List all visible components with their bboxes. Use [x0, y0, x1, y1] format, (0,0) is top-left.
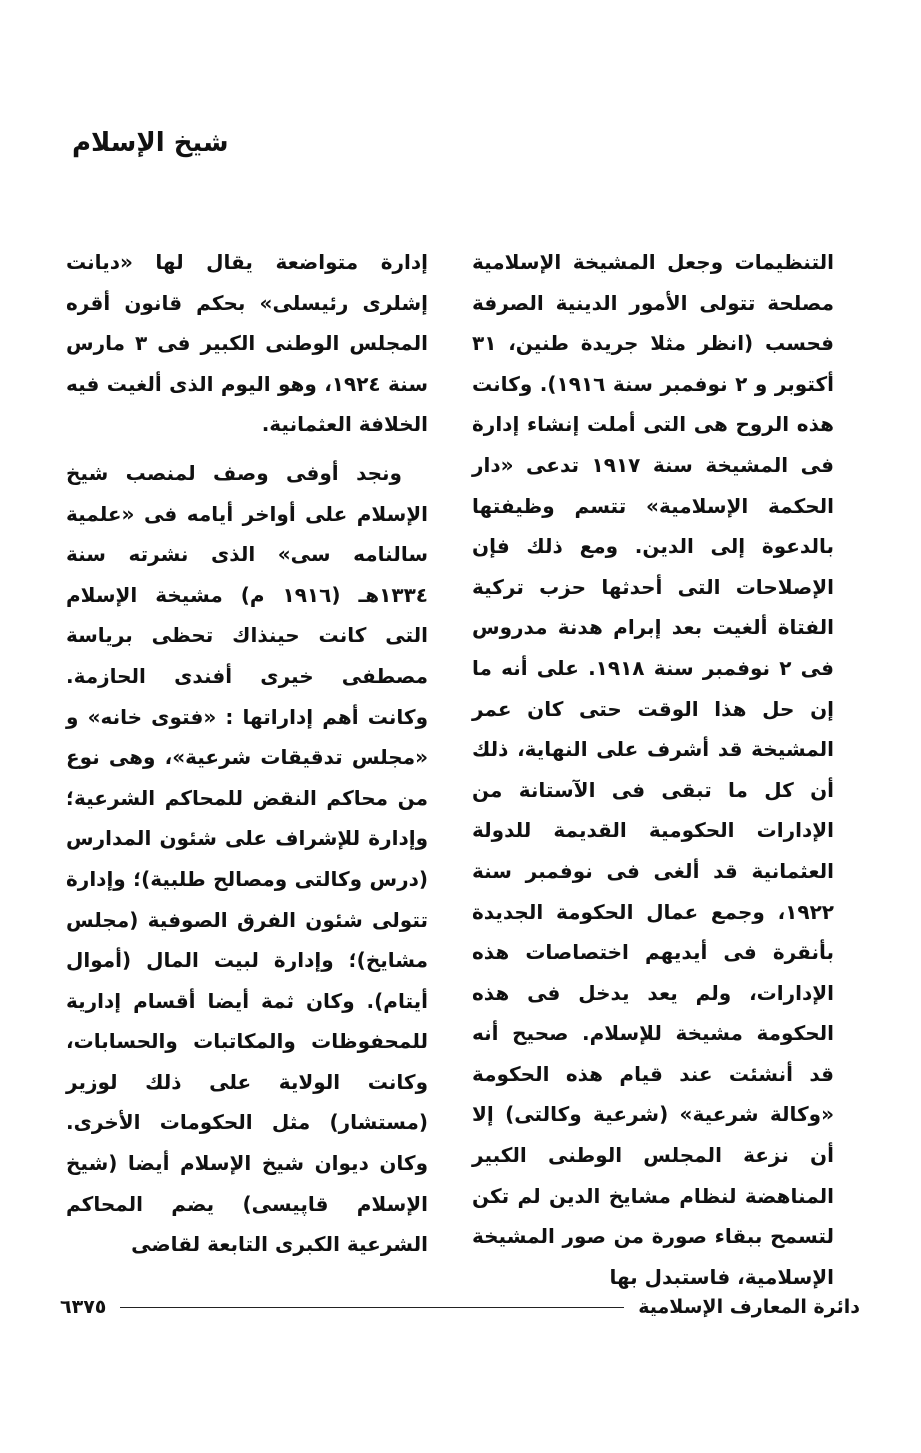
page-header-title: شيخ الإسلام	[72, 128, 229, 158]
footer-rule	[120, 1307, 624, 1308]
paragraph: التنظيمات وجعل المشيخة الإسلامية مصلحة تتولى الأمور الدينية الصرفة فحسب (انظر مثلا جريدة طنين، ٣١ أكتوبر و ٢ نوفمبر سنة ١٩١٦). وكانت هذه الروح هى التى أملت إنشاء إدارة فى المشيخة سنة ١٩١٧ تدعى «دار الحكمة الإسلامية» تتسم وظيفتها بالدعوة إلى الدين. ومع ذلك فإن الإصلاحات التى أحدثها حزب تركية الفتاة ألغيت بعد إبرام هدنة مدروس فى ٢ نوفمبر سنة ١٩١٨. على أنه ما إن حل هذا الوقت حتى كان عمر المشيخة قد أشرف على النهاية، ذلك أن كل ما تبقى فى الآستانة من الإدارات الحكومية القديمة للدولة العثمانية قد ألغى فى نوفمبر سنة ١٩٢٢، وجمع عمال الحكومة الجديدة بأنقرة فى أيديهم اختصاصات هذه الإدارات، ولم يعد يدخل فى هذه الحكومة مشيخة للإسلام. صحيح أنه قد أنشئت عند قيام هذه الحكومة «وكالة شرعية» (شرعية وكالتى) إلا أن نزعة المجلس الوطنى الكبير المناهضة لنظام مشايخ الدين لم تكن لتسمح ببقاء صورة من صور المشيخة الإسلامية، فاستبدل بها	[472, 250, 835, 1289]
paragraph: إدارة متواضعة يقال لها «ديانت إشلرى رئيسلى» بحكم قانون أقره المجلس الوطنى الكبير فى ٣ مارس سنة ١٩٢٤، وهو اليوم الذى ألغيت فيه الخلافة العثمانية.	[66, 250, 429, 437]
footer-encyclopedia-name: دائرة المعارف الإسلامية	[638, 1296, 860, 1318]
paragraph: ونجد أوفى وصف لمنصب شيخ الإسلام على أواخر أيامه فى «علمية سالنامه سى» الذى نشرته سنة ١٣٣٤هـ (١٩١٦ م) مشيخة الإسلام التى كانت حينذاك تحظى برياسة مصطفى خيرى أفندى الحازمة. وكانت أهم إداراتها : «فتوى خانه» و «مجلس تدقيقات شرعية»، وهى نوع من محاكم النقض للمحاكم الشرعية؛ وإدارة للإشراف على شئون المدارس (درس وكالتى ومصالح طلبية)؛ وإدارة تتولى شئون الفرق الصوفية (مجلس مشايخ)؛ وإدارة لبيت المال (أموال أيتام). وكان ثمة أيضا أقسام إدارية للمحفوظات والمكاتبات والحسابات، وكانت الولاية على ذلك لوزير (مستشار) مثل الحكومات الأخرى. وكان ديوان شيخ الإسلام أيضا (شيخ الإسلام قاپيسى) يضم المحاكم الشرعية الكبرى التابعة لقاضى	[66, 460, 428, 1257]
text-column-right	[472, 242, 834, 1297]
page-number: ٦٣٧٥	[60, 1296, 107, 1318]
page-footer	[60, 1290, 860, 1324]
text-column-left	[66, 242, 428, 1265]
